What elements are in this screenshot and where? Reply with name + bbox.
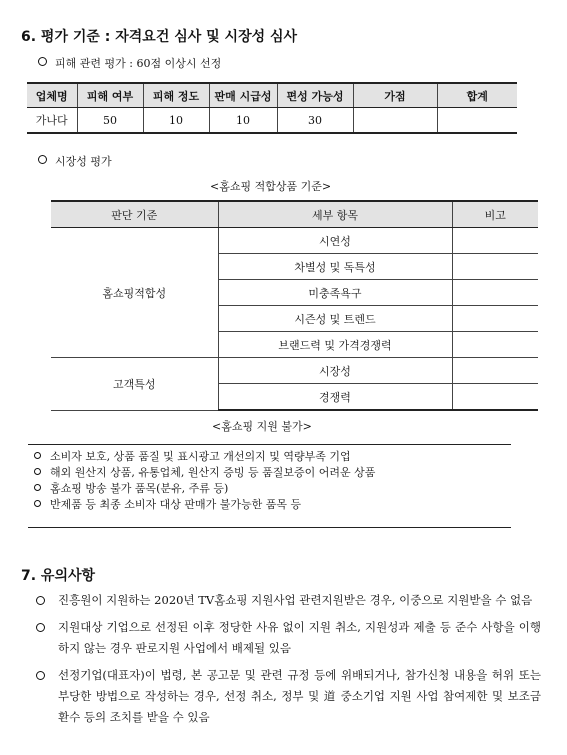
item-cell: 시연성 — [218, 228, 452, 254]
item-cell: 미충족욕구 — [218, 280, 452, 306]
header-cell: 판단 기준 — [51, 201, 218, 228]
circle-bullet-icon — [36, 596, 45, 605]
list-item: 반제품 등 최종 소비자 대상 판매가 불가능한 품목 등 — [34, 497, 511, 513]
note-cell — [452, 332, 538, 358]
circle-bullet-icon — [36, 671, 45, 680]
header-cell: 업체명 — [27, 83, 77, 108]
item-cell: 브랜드력 및 가격경쟁력 — [218, 332, 452, 358]
table-cell: 가나다 — [27, 108, 77, 134]
table-row — [27, 108, 517, 134]
list-item: 소비자 보호, 상품 품질 및 표시광고 개선의지 및 역량부족 기업 — [34, 449, 511, 465]
support-caption: <홈쇼핑 지원 불가> — [212, 420, 312, 433]
note-cell — [452, 306, 538, 332]
header-cell: 가점 — [353, 83, 437, 108]
header-cell: 판매 시급성 — [209, 83, 277, 108]
table-cell — [437, 108, 517, 134]
note-cell — [452, 280, 538, 306]
item-cell: 시장성 — [218, 358, 452, 384]
header-cell: 편성 가능성 — [277, 83, 353, 108]
criterion-cell: 홈쇼핑적합성 — [51, 228, 218, 358]
notes-list — [36, 590, 541, 734]
table-header-row — [51, 201, 538, 228]
damage-eval-text: 피해 관련 평가 : 60점 이상시 선정 — [55, 57, 222, 70]
note-item: 선정기업(대표자)이 법령, 본 공고문 및 관련 규정 등에 위배되거나, 참가신청 내용을 허위 또는 부당한 방법으로 작성하는 경우, 선정 취소, 정부 및 道 중소기업 지원 사업 참여제한 및 보조금 환수 등의 조치를 받을 수 있음 — [36, 665, 541, 728]
header-cell: 피해 여부 — [77, 83, 143, 108]
market-eval-text: 시장성 평가 — [55, 155, 112, 168]
circle-bullet-icon — [36, 623, 45, 632]
damage-eval-line — [38, 55, 221, 71]
note-item: 진흥원이 지원하는 2020년 TV홈쇼핑 지원사업 관련지원받은 경우, 이중으로 지원받을 수 없음 — [36, 590, 541, 611]
circle-bullet-icon — [38, 155, 47, 164]
header-cell: 세부 항목 — [218, 201, 452, 228]
table-row — [51, 228, 538, 254]
header-cell: 합계 — [437, 83, 517, 108]
item-cell: 경쟁력 — [218, 384, 452, 411]
table-cell — [353, 108, 437, 134]
table-cell: 30 — [277, 108, 353, 134]
note-cell — [452, 254, 538, 280]
table-cell: 50 — [77, 108, 143, 134]
small-circle-bullet-icon — [34, 484, 41, 491]
section-6-title: 6. 평가 기준 : 자격요건 심사 및 시장성 심사 — [21, 29, 298, 45]
note-cell — [452, 384, 538, 411]
market-eval-line — [38, 153, 112, 169]
list-item: 홈쇼핑 방송 불가 품목(분유, 주류 등) — [34, 481, 511, 497]
table-cell: 10 — [209, 108, 277, 134]
small-circle-bullet-icon — [34, 500, 41, 507]
table-row — [51, 358, 538, 384]
section-7-title: 7. 유의사항 — [21, 568, 96, 584]
homeshopping-criteria-table — [51, 200, 538, 411]
small-circle-bullet-icon — [34, 452, 41, 459]
note-item: 지원대상 기업으로 선정된 이후 정당한 사유 없이 지원 취소, 지원성과 제출 등 준수 사항을 이행하지 않는 경우 판로지원 사업에서 배제될 있음 — [36, 617, 541, 659]
header-cell: 피해 정도 — [143, 83, 209, 108]
table-header-row — [27, 83, 517, 108]
criterion-cell: 고객특성 — [51, 358, 218, 411]
header-cell: 비고 — [452, 201, 538, 228]
item-cell: 차별성 및 독특성 — [218, 254, 452, 280]
support-unavailable-box — [28, 444, 511, 528]
table2-caption: <홈쇼핑 적합상품 기준> — [210, 180, 332, 193]
note-cell — [452, 358, 538, 384]
list-item: 해외 원산지 상품, 유통업체, 원산지 증빙 등 품질보증이 어려운 상품 — [34, 465, 511, 481]
note-cell — [452, 228, 538, 254]
damage-score-table — [27, 82, 517, 134]
table-cell: 10 — [143, 108, 209, 134]
support-unavailable-list — [28, 445, 511, 513]
circle-bullet-icon — [38, 57, 47, 66]
small-circle-bullet-icon — [34, 468, 41, 475]
item-cell: 시즌성 및 트렌드 — [218, 306, 452, 332]
